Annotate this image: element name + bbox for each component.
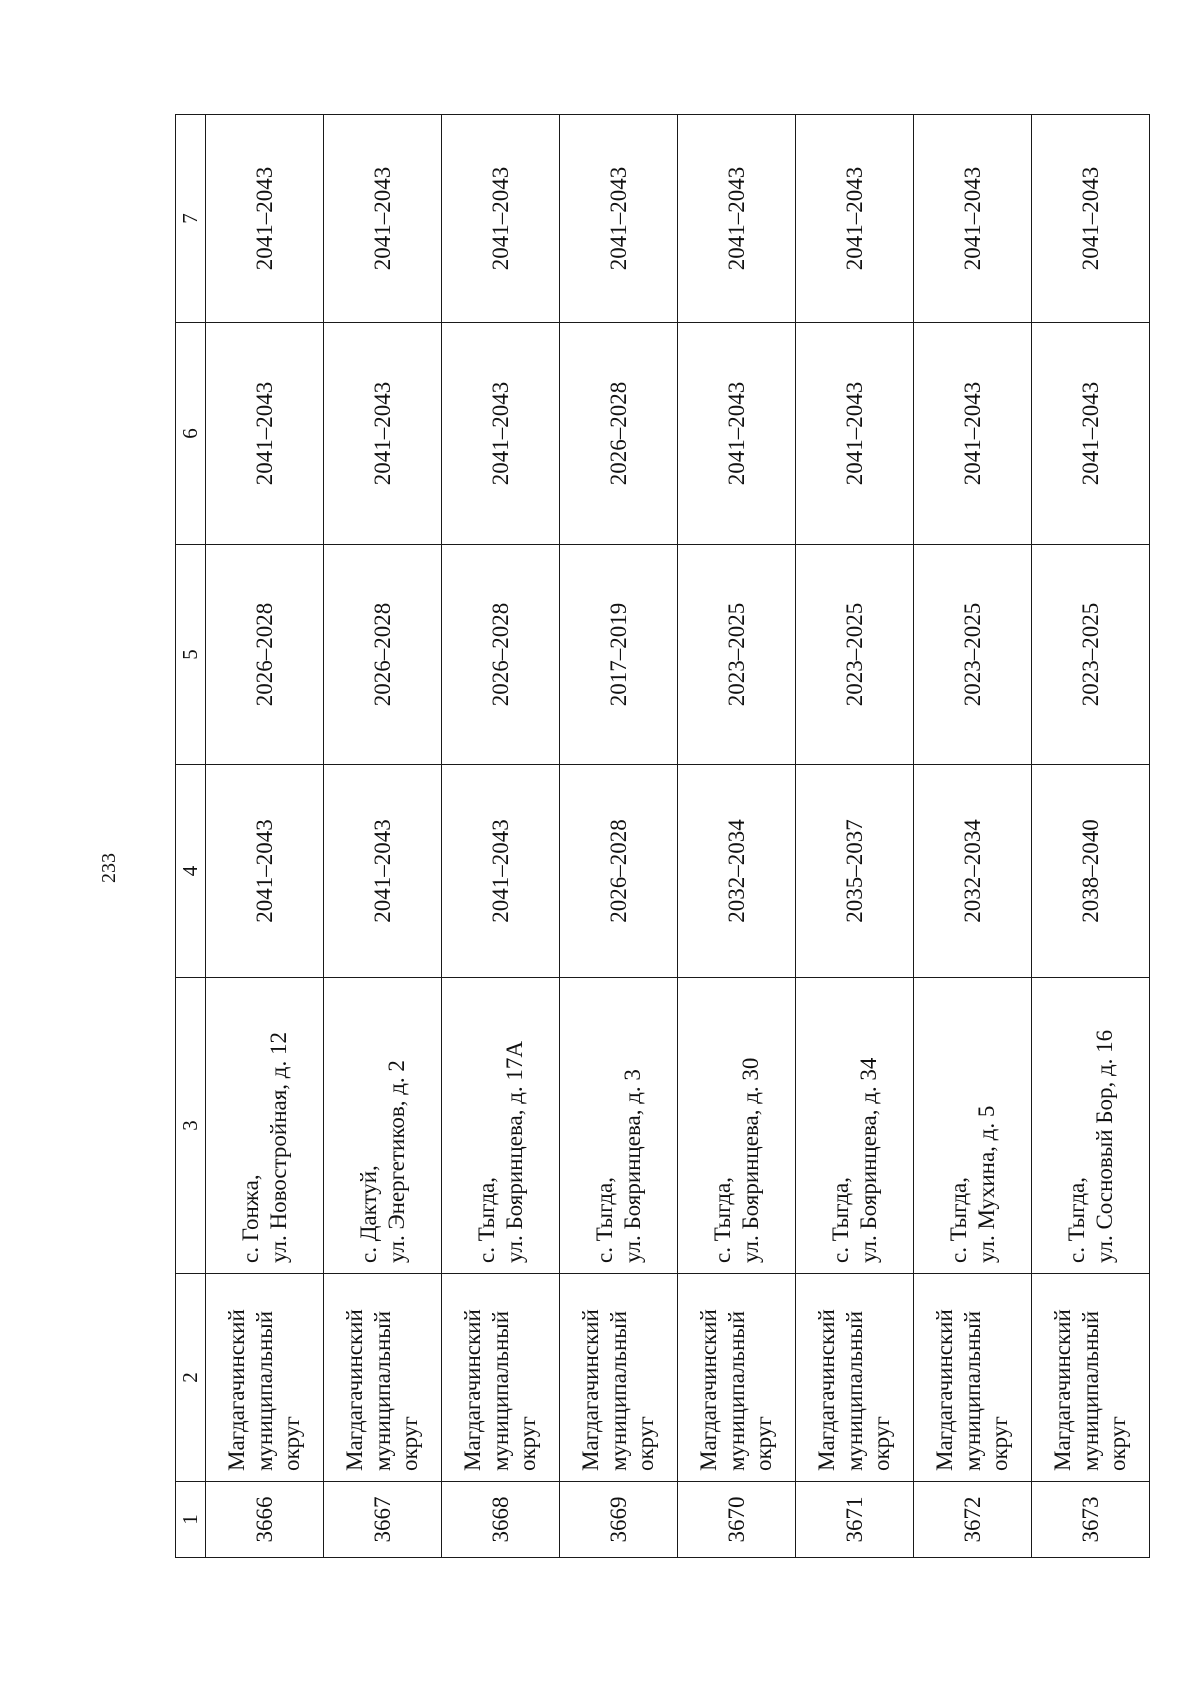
district-cell: [914, 1274, 1032, 1482]
period-col-5: 2017–2019: [560, 545, 678, 765]
address-line: ул. Новостройная, д. 12: [265, 1032, 291, 1263]
district-line: Магдагачинский: [460, 1309, 486, 1471]
period-col-7: 2041–2043: [1032, 115, 1150, 323]
period-col-5: 2026–2028: [324, 545, 442, 765]
address-cell: [560, 978, 678, 1274]
table-row: [442, 115, 560, 1558]
period-col-7: 2041–2043: [206, 115, 324, 323]
column-header-5: 5: [176, 545, 206, 765]
period-col-4: 2041–2043: [442, 765, 560, 978]
column-header-6: 6: [176, 323, 206, 545]
period-col-4: 2032–2034: [678, 765, 796, 978]
period-col-6: 2041–2043: [678, 323, 796, 545]
address-line: с. Тыгда,: [945, 1176, 971, 1263]
address-line: ул. Сосновый Бор, д. 16: [1091, 1029, 1117, 1263]
period-col-7: 2041–2043: [442, 115, 560, 323]
table-row: [1032, 115, 1150, 1558]
address-cell: [914, 978, 1032, 1274]
district-line: муниципальный: [959, 1310, 985, 1471]
address-line: с. Тыгда,: [473, 1176, 499, 1263]
table-row: [914, 115, 1032, 1558]
period-col-4: 2041–2043: [206, 765, 324, 978]
district-cell: [1032, 1274, 1150, 1482]
address-cell: [206, 978, 324, 1274]
period-col-4: 2041–2043: [324, 765, 442, 978]
period-col-5: 2026–2028: [442, 545, 560, 765]
district-line: муниципальный: [369, 1310, 395, 1471]
period-col-5: 2023–2025: [678, 545, 796, 765]
period-col-7: 2041–2043: [678, 115, 796, 323]
district-line: Магдагачинский: [932, 1309, 958, 1471]
column-header-3: 3: [176, 978, 206, 1274]
address-line: ул. Бояринцева, д. 34: [855, 1057, 881, 1263]
address-line: с. Тыгда,: [827, 1176, 853, 1263]
table-row: [796, 115, 914, 1558]
row-number: 3667: [324, 1482, 442, 1558]
row-number: 3669: [560, 1482, 678, 1558]
district-line: округ: [279, 1416, 305, 1471]
address-line: с. Тыгда,: [709, 1176, 735, 1263]
district-line: округ: [987, 1416, 1013, 1471]
district-line: Магдагачинский: [578, 1309, 604, 1471]
district-line: округ: [869, 1416, 895, 1471]
district-line: Магдагачинский: [342, 1309, 368, 1471]
period-col-6: 2041–2043: [206, 323, 324, 545]
row-number: 3666: [206, 1482, 324, 1558]
period-col-7: 2041–2043: [560, 115, 678, 323]
district-line: округ: [751, 1416, 777, 1471]
address-cell: [1032, 978, 1150, 1274]
district-line: Магдагачинский: [224, 1309, 250, 1471]
period-col-5: 2023–2025: [796, 545, 914, 765]
district-line: муниципальный: [723, 1310, 749, 1471]
address-line: с. Тыгда,: [1063, 1176, 1089, 1263]
schedule-table: [175, 114, 1150, 1558]
period-col-6: 2041–2043: [324, 323, 442, 545]
district-line: Магдагачинский: [814, 1309, 840, 1471]
period-col-4: 2032–2034: [914, 765, 1032, 978]
address-line: с. Дактуй,: [355, 1165, 381, 1263]
address-line: с. Тыгда,: [591, 1176, 617, 1263]
column-header-7: 7: [176, 115, 206, 323]
address-cell: [442, 978, 560, 1274]
table-row: [324, 115, 442, 1558]
row-number: 3668: [442, 1482, 560, 1558]
district-cell: [560, 1274, 678, 1482]
period-col-5: 2023–2025: [914, 545, 1032, 765]
row-number: 3671: [796, 1482, 914, 1558]
period-col-6: 2041–2043: [796, 323, 914, 545]
district-line: округ: [515, 1416, 541, 1471]
row-number: 3673: [1032, 1482, 1150, 1558]
period-col-4: 2035–2037: [796, 765, 914, 978]
address-line: с. Гонжа,: [237, 1174, 263, 1263]
period-col-5: 2023–2025: [1032, 545, 1150, 765]
district-line: муниципальный: [487, 1310, 513, 1471]
table-row: [560, 115, 678, 1558]
address-line: ул. Энергетиков, д. 2: [383, 1060, 409, 1263]
address-line: ул. Бояринцева, д. 3: [619, 1069, 645, 1263]
period-col-6: 2041–2043: [1032, 323, 1150, 545]
period-col-4: 2026–2028: [560, 765, 678, 978]
address-cell: [678, 978, 796, 1274]
address-line: ул. Мухина, д. 5: [973, 1105, 999, 1263]
table-row: [678, 115, 796, 1558]
table-row: [206, 115, 324, 1558]
header-row: [176, 115, 206, 1558]
address-cell: [796, 978, 914, 1274]
district-line: округ: [633, 1416, 659, 1471]
rotated-table-container: [175, 115, 1150, 1558]
period-col-6: 2041–2043: [914, 323, 1032, 545]
district-cell: [796, 1274, 914, 1482]
district-line: муниципальный: [605, 1310, 631, 1471]
district-line: муниципальный: [1077, 1310, 1103, 1471]
period-col-5: 2026–2028: [206, 545, 324, 765]
address-line: ул. Бояринцева, д. 17А: [501, 1040, 527, 1263]
district-line: Магдагачинский: [1050, 1309, 1076, 1471]
address-line: ул. Бояринцева, д. 30: [737, 1057, 763, 1263]
page-number: 233: [97, 853, 120, 883]
period-col-7: 2041–2043: [324, 115, 442, 323]
district-cell: [678, 1274, 796, 1482]
period-col-4: 2038–2040: [1032, 765, 1150, 978]
district-cell: [324, 1274, 442, 1482]
district-cell: [442, 1274, 560, 1482]
period-col-6: 2026–2028: [560, 323, 678, 545]
district-cell: [206, 1274, 324, 1482]
column-header-1: 1: [176, 1482, 206, 1558]
district-line: Магдагачинский: [696, 1309, 722, 1471]
period-col-7: 2041–2043: [914, 115, 1032, 323]
district-line: муниципальный: [251, 1310, 277, 1471]
row-number: 3672: [914, 1482, 1032, 1558]
column-header-4: 4: [176, 765, 206, 978]
district-line: округ: [1105, 1416, 1131, 1471]
district-line: округ: [397, 1416, 423, 1471]
address-cell: [324, 978, 442, 1274]
district-line: муниципальный: [841, 1310, 867, 1471]
table-region: [175, 115, 1150, 1558]
row-number: 3670: [678, 1482, 796, 1558]
column-header-2: 2: [176, 1274, 206, 1482]
period-col-7: 2041–2043: [796, 115, 914, 323]
period-col-6: 2041–2043: [442, 323, 560, 545]
